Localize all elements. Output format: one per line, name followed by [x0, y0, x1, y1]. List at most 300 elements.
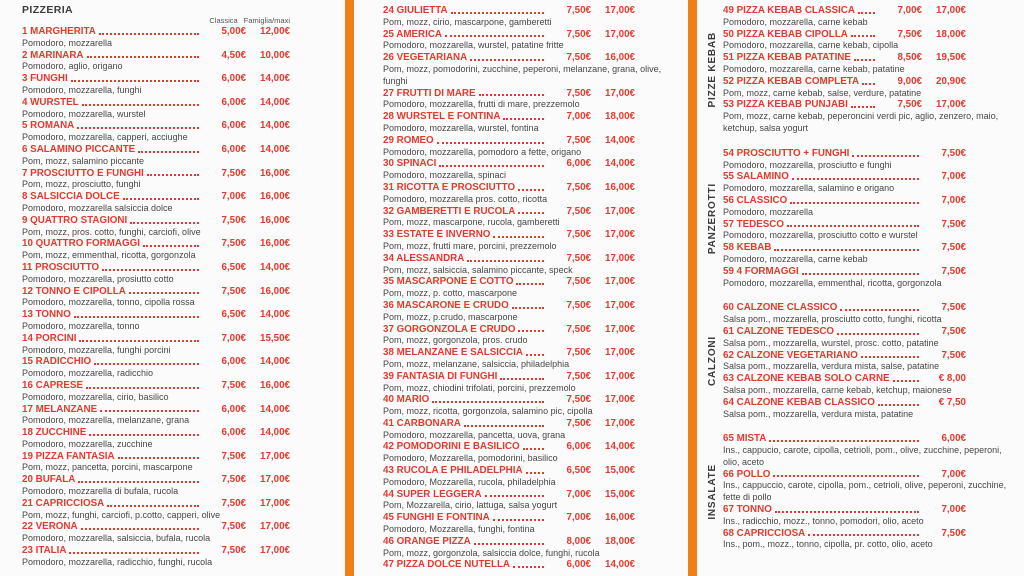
- item-ingredients: Pom, mozz, pros. cotto, funghi, carciofi, olive: [22, 226, 201, 237]
- item-price: 7,50€: [566, 323, 591, 335]
- item-name: 20 BUFALA: [22, 474, 76, 486]
- item-price: 7,00€: [566, 488, 591, 500]
- menu-item: [22, 356, 304, 380]
- dotted-leader: [138, 151, 199, 153]
- item-price: 7,50€: [941, 242, 966, 254]
- item-price: 14,00€: [260, 356, 290, 368]
- dotted-leader: [518, 212, 544, 214]
- dotted-leader: [878, 404, 919, 406]
- item-price: 15,50€: [260, 332, 290, 344]
- item-price: 16,00€: [260, 214, 290, 226]
- item-price: 7,50€: [566, 52, 591, 64]
- item-name: 1 MARGHERITA: [22, 26, 96, 37]
- item-ingredients: Pomodoro, mozzarella di bufala, rucola: [22, 486, 179, 497]
- item-price: 8,00€: [566, 535, 591, 547]
- dotted-leader: [451, 12, 544, 14]
- item-ingredients: Pom, mozz, melanzane, salsiccia, philadelphia: [383, 358, 570, 369]
- item-head: [383, 182, 635, 194]
- menu-item: [383, 300, 677, 324]
- item-ingredients: Pom, mozz, carne kebab, salse, verdure, patatine: [723, 87, 922, 98]
- dotted-leader: [437, 142, 544, 144]
- dotted-leader: [851, 106, 875, 108]
- menu-item: [723, 504, 1011, 528]
- item-head: [22, 120, 290, 132]
- item-head: [383, 29, 635, 41]
- item-head: [22, 451, 290, 463]
- item-price: 17,00€: [260, 450, 290, 462]
- item-head: [383, 5, 635, 17]
- item-head: [22, 97, 290, 109]
- item-ingredients: Pom, mozz, chiodini trifolati, porcini, prezzemolo: [383, 382, 576, 393]
- item-head: [723, 242, 966, 254]
- column-1-items: [22, 26, 304, 569]
- section-items: [723, 302, 1011, 420]
- dotted-leader: [432, 401, 544, 403]
- menu-item: [723, 52, 1011, 76]
- item-price: 6,00€: [566, 559, 591, 571]
- menu-item: [723, 266, 1011, 290]
- item-price: 16,00€: [260, 191, 290, 203]
- item-price: 7,00€: [941, 194, 966, 206]
- menu-item: [383, 158, 677, 182]
- item-head: [723, 302, 966, 314]
- menu-item: [723, 76, 1011, 100]
- item-price: 14,00€: [260, 96, 290, 108]
- item-name: 64 CALZONE KEBAB CLASSICO: [723, 396, 875, 408]
- item-price: 7,50€: [941, 349, 966, 361]
- menu-item: [723, 219, 1011, 243]
- item-head: [723, 528, 966, 540]
- item-ingredients: Pomodoro, mozzarella, capperi, acciughe: [22, 132, 188, 143]
- item-price: 10,00€: [260, 49, 290, 61]
- item-head: [383, 489, 635, 501]
- item-price: 7,50€: [221, 379, 246, 391]
- item-price: 7,50€: [221, 474, 246, 486]
- menu-item: [22, 474, 304, 498]
- item-name: 47 PIZZA DOLCE NUTELLA: [383, 559, 511, 571]
- item-ingredients: Pomodoro, mozzarella, carne kebab: [723, 16, 868, 27]
- section-label-vertical: [701, 433, 723, 551]
- menu-item: [383, 536, 677, 560]
- item-name: 3 FUNGHI: [22, 73, 68, 85]
- dotted-leader: [81, 528, 199, 530]
- menu-section: [701, 433, 1011, 551]
- menu-item: [723, 148, 1011, 172]
- item-ingredients: Pomodoro, mozzarella, wurstel, patatine fritte: [383, 40, 564, 51]
- section-label-text: PANZEROTTI: [706, 182, 718, 255]
- menu-item: [723, 350, 1011, 374]
- menu-item: [383, 418, 677, 442]
- column-divider-bar: [688, 0, 697, 576]
- item-price: 6,00€: [566, 441, 591, 453]
- item-price: 7,50€: [566, 87, 591, 99]
- item-name: 21 CAPRICCIOSA: [22, 497, 105, 509]
- item-price: 7,50€: [566, 205, 591, 217]
- item-name: 43 RUCOLA E PHILADELPHIA: [383, 465, 523, 477]
- item-ingredients: Pomodoro, mozzarella, carne kebab: [723, 253, 868, 264]
- item-name: 54 PROSCIUTTO + FUNGHI: [723, 147, 850, 159]
- item-price: 7,00€: [221, 191, 246, 203]
- item-price: 7,50€: [941, 527, 966, 539]
- item-name: 55 SALAMINO: [723, 171, 789, 183]
- item-name: 5 ROMANA: [22, 120, 75, 132]
- item-head: [723, 29, 966, 41]
- menu-section: [701, 302, 1011, 420]
- item-head: [22, 238, 290, 250]
- item-price: 17,00€: [605, 394, 635, 406]
- item-price: 7,50€: [566, 394, 591, 406]
- item-name: 11 PROSCIUTTO: [22, 261, 100, 273]
- item-head: [22, 474, 290, 486]
- menu-item: [383, 371, 677, 395]
- item-ingredients: Pomodoro, mozzarella pros. cotto, ricotta: [383, 193, 548, 204]
- item-name: 46 ORANGE PIZZA: [383, 535, 471, 547]
- dotted-leader: [513, 566, 544, 568]
- menu-item: [22, 333, 304, 357]
- menu-item: [22, 545, 304, 569]
- item-ingredients: Pomodoro, mozzarella: [723, 206, 814, 217]
- menu-item: [383, 88, 677, 112]
- item-ingredients: Pomodoro, mozzarella, zucchine: [22, 438, 153, 449]
- dotted-leader: [852, 155, 919, 157]
- item-price: 16,00€: [260, 238, 290, 250]
- item-price: 17,00€: [260, 497, 290, 509]
- item-price: 6,50€: [221, 309, 246, 321]
- item-ingredients: Pomodoro, mozzarella: [22, 37, 113, 48]
- dotted-leader: [503, 118, 544, 120]
- item-price: 16,00€: [605, 52, 635, 64]
- item-price: 7,50€: [897, 28, 922, 40]
- dotted-leader: [79, 340, 199, 342]
- menu-item: [383, 559, 677, 571]
- item-name: 68 CAPRICCIOSA: [723, 527, 806, 539]
- dotted-leader: [464, 425, 544, 427]
- item-price: 7,50€: [221, 450, 246, 462]
- item-head: [383, 52, 635, 64]
- item-name: 29 ROMEO: [383, 134, 434, 146]
- item-head: [383, 229, 635, 241]
- item-name: 7 PROSCIUTTO E FUNGHI: [22, 167, 144, 179]
- item-name: 10 QUATTRO FORMAGGI: [22, 238, 140, 250]
- item-head: [22, 215, 290, 227]
- item-head: [383, 206, 635, 218]
- item-name: 30 SPINACI: [383, 158, 437, 170]
- item-ingredients: Salsa pom., mozzarella, wurstel, prosc. cotto, patatine: [723, 337, 939, 348]
- item-head: [383, 418, 635, 430]
- item-ingredients: Pomodoro, mozzarella, prosciutto e funghi: [723, 159, 892, 170]
- menu-item: [383, 135, 677, 159]
- item-price: 19,50€: [936, 52, 966, 64]
- item-name: 61 CALZONE TEDESCO: [723, 325, 835, 337]
- menu-item: [383, 206, 677, 230]
- dotted-leader: [77, 127, 199, 129]
- item-price: 7,50€: [566, 347, 591, 359]
- item-head: [22, 309, 290, 321]
- menu-item: [723, 528, 1011, 552]
- item-name: 57 TEDESCO: [723, 218, 784, 230]
- item-price: 17,00€: [605, 347, 635, 359]
- dotted-leader: [774, 249, 919, 251]
- item-head: [383, 512, 635, 524]
- item-ingredients: Pom, mozz, pomodorini, zucchine, peperoni, melanzane, grana, olive, funghi: [383, 63, 662, 86]
- item-name: 22 VERONA: [22, 521, 78, 533]
- menu-item: [22, 521, 304, 545]
- item-name: 12 TONNO E CIPOLLA: [22, 285, 126, 297]
- item-ingredients: Pomodoro, mozzarella, prosiutto cotto: [22, 273, 174, 284]
- item-ingredients: Pom, mozz, gorgonzola, salsiccia dolce, funghi, rucola: [383, 547, 600, 558]
- item-price: 6,00€: [221, 356, 246, 368]
- dotted-leader: [485, 495, 544, 497]
- menu-item: [723, 469, 1011, 504]
- item-name: 44 SUPER LEGGERA: [383, 488, 482, 500]
- menu-item: [22, 168, 304, 192]
- menu-item: [22, 191, 304, 215]
- item-name: 19 PIZZA FANTASIA: [22, 450, 115, 462]
- menu-item: [22, 50, 304, 74]
- item-price: 7,00€: [221, 332, 246, 344]
- page-title: PIZZERIA: [22, 5, 74, 16]
- item-name: 16 CAPRESE: [22, 379, 83, 391]
- item-price: 7,50€: [221, 214, 246, 226]
- item-price: 17,00€: [605, 28, 635, 40]
- item-name: 32 GAMBERETTI E RUCOLA: [383, 205, 516, 217]
- item-ingredients: Pomodoro, mozzarella, wurstel, fontina: [383, 122, 539, 133]
- dotted-leader: [861, 356, 919, 358]
- item-price: 14,00€: [260, 427, 290, 439]
- dotted-leader: [69, 552, 199, 554]
- item-name: 50 PIZZA KEBAB CIPOLLA: [723, 28, 848, 40]
- item-head: [723, 433, 966, 445]
- item-head: [723, 52, 966, 64]
- item-name: 42 POMODORINI E BASILICO: [383, 441, 520, 453]
- item-name: 13 TONNO: [22, 309, 71, 321]
- item-price: 14,00€: [605, 441, 635, 453]
- item-head: [723, 373, 966, 385]
- dotted-leader: [130, 222, 199, 224]
- item-price: 17,00€: [605, 87, 635, 99]
- item-price: 18,00€: [936, 28, 966, 40]
- item-name: 28 WURSTEL E FONTINA: [383, 111, 501, 123]
- item-head: [723, 469, 966, 481]
- item-price: 17,00€: [936, 5, 966, 16]
- item-ingredients: Pom, mozz, mascarpone, rucola, gamberetti: [383, 217, 560, 228]
- item-price: 7,50€: [221, 238, 246, 250]
- item-price: 7,50€: [566, 417, 591, 429]
- item-price: 6,00€: [221, 73, 246, 85]
- item-head: [383, 559, 635, 571]
- item-price: 7,50€: [566, 134, 591, 146]
- item-ingredients: Ins., radicchio, mozz., tonno, pomodori, olio, aceto: [723, 515, 924, 526]
- item-head: [723, 76, 966, 88]
- item-ingredients: Salsa pom., mozzarella, verdura mista, patatine: [723, 408, 914, 419]
- item-ingredients: Pom, mozz, emmenthal, ricotta, gorgonzola: [22, 250, 196, 261]
- dotted-leader: [99, 33, 199, 35]
- menu-item: [383, 276, 677, 300]
- dotted-leader: [790, 202, 919, 204]
- item-price: 14,00€: [260, 143, 290, 155]
- dotted-leader: [775, 511, 919, 513]
- item-price: 7,50€: [566, 5, 591, 16]
- item-price: 17,00€: [605, 252, 635, 264]
- item-price: 7,50€: [221, 545, 246, 557]
- item-ingredients: Pom, mozz, prosciutto, funghi: [22, 179, 141, 190]
- item-price: 7,00€: [941, 468, 966, 480]
- item-price: 14,00€: [260, 73, 290, 85]
- item-ingredients: Pom, mozz, frutti mare, porcini, prezzemolo: [383, 240, 557, 251]
- item-price: 7,50€: [566, 252, 591, 264]
- item-ingredients: Pom, mozz, gorgonzola, pros. crudo: [383, 335, 528, 346]
- dotted-leader: [802, 273, 919, 275]
- item-ingredients: Pomodoro, mozzarella, prosciutto cotto e wurstel: [723, 230, 918, 241]
- item-head: [22, 333, 290, 345]
- item-price: 6,00€: [221, 403, 246, 415]
- item-price: 16,00€: [260, 379, 290, 391]
- item-price: 14,00€: [260, 309, 290, 321]
- item-head: [22, 521, 290, 533]
- item-head: [383, 158, 635, 170]
- menu-item: [723, 171, 1011, 195]
- item-price: € 7,50: [938, 396, 966, 408]
- item-head: [22, 144, 290, 156]
- item-price: 6,50€: [221, 261, 246, 273]
- menu-item: [723, 326, 1011, 350]
- menu-column-pizzeria: [22, 5, 304, 576]
- item-head: [22, 356, 290, 368]
- item-price: 17,00€: [605, 417, 635, 429]
- item-ingredients: Pomodoro, mozzarella, tonno, cipolla rossa: [22, 297, 195, 308]
- dotted-leader: [808, 534, 919, 536]
- menu-item: [723, 433, 1011, 468]
- menu-item: [723, 302, 1011, 326]
- dotted-leader: [893, 380, 919, 382]
- item-name: 36 MASCARONE E CRUDO: [383, 299, 509, 311]
- section-label-vertical: [701, 302, 723, 420]
- menu-column-center: [383, 5, 677, 576]
- item-price: 14,00€: [605, 158, 635, 170]
- dotted-leader: [493, 519, 544, 521]
- item-price: 17,00€: [260, 474, 290, 486]
- item-ingredients: Pomodoro, Mozzarella, funghi, fontina: [383, 524, 535, 535]
- item-head: [22, 545, 290, 557]
- item-head: [383, 88, 635, 100]
- item-price: 7,50€: [566, 181, 591, 193]
- item-ingredients: Pomodoro, mozzarella, salsiccia, bufala, rucola: [22, 533, 211, 544]
- item-head: [383, 394, 635, 406]
- item-price: 7,00€: [566, 111, 591, 123]
- menu-item: [22, 144, 304, 168]
- dotted-leader: [439, 165, 544, 167]
- dotted-leader: [862, 83, 875, 85]
- item-name: 56 CLASSICO: [723, 194, 788, 206]
- dotted-leader: [107, 505, 199, 507]
- item-price: 17,00€: [605, 323, 635, 335]
- item-ingredients: Pomodoro, mozzarella, salamino e origano: [723, 183, 895, 194]
- item-price: 15,00€: [605, 488, 635, 500]
- menu-item: [383, 512, 677, 536]
- item-head: [723, 5, 966, 17]
- section-label-vertical: [701, 148, 723, 290]
- item-name: 60 CALZONE CLASSICO: [723, 302, 838, 314]
- menu-column-sections: [701, 5, 1011, 576]
- item-price: 17,00€: [605, 370, 635, 382]
- item-head: [723, 219, 966, 231]
- menu-item: [22, 120, 304, 144]
- item-name: 23 ITALIA: [22, 545, 67, 557]
- item-price: 14,00€: [260, 261, 290, 273]
- item-ingredients: Pomodoro, Mozzarella, rucola, philadelphia: [383, 476, 556, 487]
- item-ingredients: Ins., cappucio, carote, cipolla, cetrioli, pom., olive, zucchine, peperoni, olio, aceto: [723, 445, 1002, 467]
- item-head: [383, 111, 635, 123]
- item-ingredients: Pomodoro, mozzarella, pomodoro a fette, origano: [383, 146, 582, 157]
- item-price: 7,50€: [941, 218, 966, 230]
- item-name: 27 FRUTTI DI MARE: [383, 87, 476, 99]
- dotted-leader: [512, 307, 544, 309]
- section-items: [723, 433, 1011, 551]
- item-ingredients: Pomodoro, mozzarella, cirio, basilico: [22, 391, 169, 402]
- item-name: 63 CALZONE KEBAB SOLO CARNE: [723, 373, 890, 385]
- item-price: 7,50€: [566, 28, 591, 40]
- item-ingredients: Salsa pom., mozzarella, verdura mista, salse, patatine: [723, 361, 940, 372]
- dotted-leader: [74, 316, 199, 318]
- section-label-vertical: [701, 5, 723, 135]
- menu-item: [723, 242, 1011, 266]
- menu-item: [723, 195, 1011, 219]
- dotted-leader: [837, 333, 919, 335]
- item-price: 7,00€: [941, 171, 966, 183]
- menu-item: [383, 253, 677, 277]
- item-ingredients: Pom, Mozzarella, cirio, lattuga, salsa yogurt: [383, 500, 558, 511]
- item-name: 45 FUNGHI E FONTINA: [383, 512, 490, 524]
- item-price: 20,90€: [936, 75, 966, 87]
- item-head: [383, 371, 635, 383]
- menu-item: [383, 394, 677, 418]
- dotted-leader: [854, 59, 875, 61]
- item-price: 8,50€: [897, 52, 922, 64]
- item-head: [723, 148, 966, 160]
- item-head: [383, 347, 635, 359]
- item-head: [723, 195, 966, 207]
- item-price: € 8,00: [938, 373, 966, 385]
- item-name: 52 PIZZA KEBAB COMPLETA: [723, 75, 860, 87]
- item-price: 7,50€: [941, 325, 966, 337]
- dotted-leader: [143, 245, 199, 247]
- item-ingredients: Pomodoro, mozzarella, funghi: [22, 84, 142, 95]
- item-price: 17,00€: [605, 229, 635, 241]
- item-head: [22, 168, 290, 180]
- price-header-classica: Classica: [209, 16, 238, 25]
- menu-item: [383, 111, 677, 135]
- menu-item: [22, 97, 304, 121]
- item-head: [723, 326, 966, 338]
- menu-item: [383, 441, 677, 465]
- menu-item: [723, 5, 1011, 29]
- item-price: 7,50€: [566, 229, 591, 241]
- item-price: 14,00€: [605, 134, 635, 146]
- item-price: 7,50€: [221, 521, 246, 533]
- item-ingredients: Pomodoro, mozzarella, radicchio, funghi, rucola: [22, 556, 213, 567]
- item-ingredients: Pomodoro, mozzarella, frutti di mare, prezzemolo: [383, 99, 580, 110]
- item-ingredients: Ins., cappuccio, carote, cipolla, pom., cetrioli, olive, peperoni, zucchine, fette di pollo: [723, 480, 1007, 503]
- dotted-leader: [129, 292, 199, 294]
- dotted-leader: [445, 35, 544, 37]
- item-name: 26 VEGETARIANA: [383, 52, 468, 64]
- item-head: [22, 380, 290, 392]
- item-price: 7,00€: [897, 5, 922, 16]
- item-name: 58 KEBAB: [723, 242, 772, 254]
- menu-item: [22, 404, 304, 428]
- section-items: [723, 148, 1011, 290]
- item-name: 9 QUATTRO STAGIONI: [22, 214, 128, 226]
